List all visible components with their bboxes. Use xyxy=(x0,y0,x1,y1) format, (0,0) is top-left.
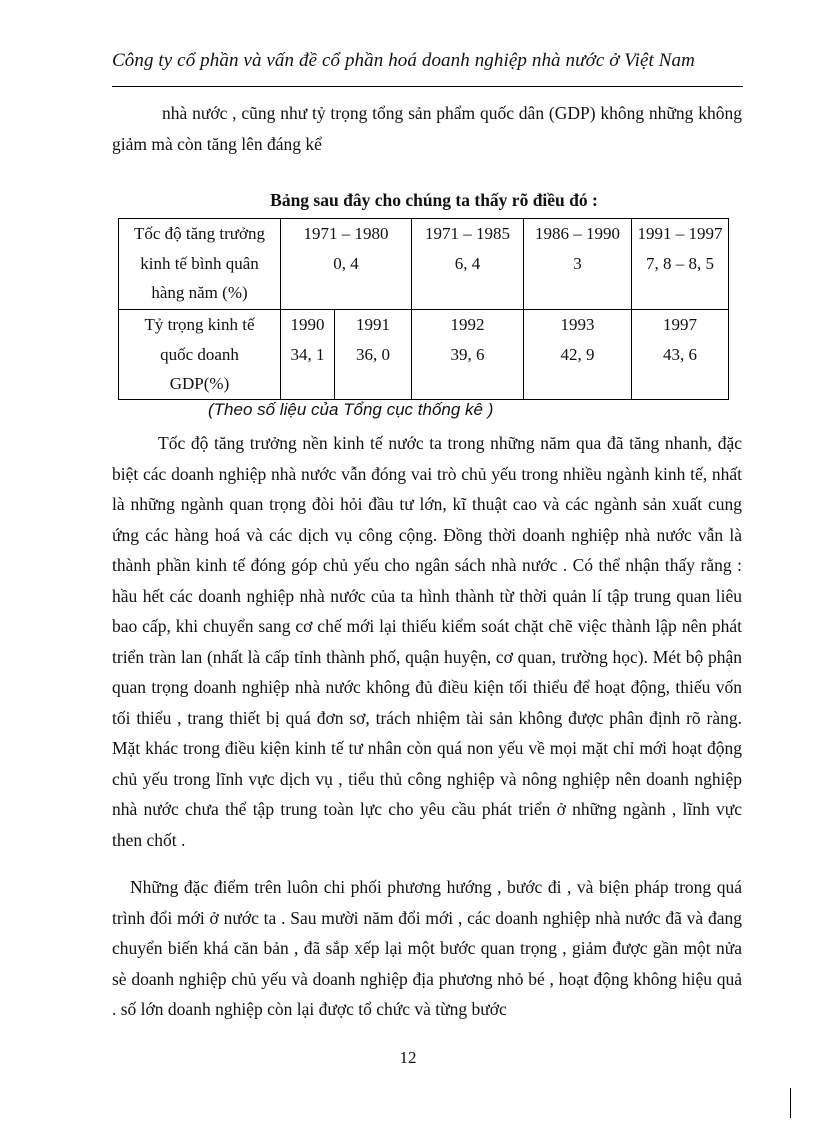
header-rule xyxy=(112,86,743,87)
period-label: 1971 – 1985 xyxy=(425,224,510,243)
growth-cell xyxy=(281,219,412,310)
gdp-share-cell xyxy=(524,310,632,400)
growth-cell xyxy=(524,219,632,310)
table-row xyxy=(119,219,729,310)
growth-value: 3 xyxy=(573,253,582,273)
running-header: Công ty cổ phần và vấn đề cổ phần hoá doanh nghiệp nhà nước ở Việt Nam xyxy=(112,50,695,71)
growth-cell xyxy=(632,219,729,310)
growth-value: 6, 4 xyxy=(454,253,481,273)
share-value: 42, 9 xyxy=(560,344,595,364)
label-line: GDP(%) xyxy=(169,374,230,393)
statistics-table xyxy=(118,218,729,400)
intro-paragraph: nhà nước , cũng như tỷ trọng tổng sản phẩm quốc dân (GDP) không những không giảm mà còn tăng lên đáng kể xyxy=(112,103,742,154)
growth-cell xyxy=(412,219,524,310)
year-label: 1990 xyxy=(290,315,325,334)
year-label: 1993 xyxy=(560,315,595,334)
period-label: 1991 – 1997 xyxy=(637,224,723,243)
period-label: 1971 – 1980 xyxy=(303,224,389,243)
label-line: quốc doanh xyxy=(160,344,239,364)
label-line: hàng năm (%) xyxy=(151,283,248,302)
growth-value: 0, 4 xyxy=(333,253,359,273)
gdp-share-cell xyxy=(335,310,412,400)
label-line: Tỷ trọng kinh tế xyxy=(144,315,255,334)
label-line: kinh tế bình quân xyxy=(140,253,259,273)
year-label: 1992 xyxy=(450,315,485,334)
margin-rule xyxy=(790,1088,791,1118)
gdp-share-cell xyxy=(412,310,524,400)
period-label: 1986 – 1990 xyxy=(535,224,620,243)
share-value: 34, 1 xyxy=(290,344,325,364)
row-label-gdp-share xyxy=(119,310,281,400)
share-value: 43, 6 xyxy=(663,344,697,364)
year-label: 1997 xyxy=(663,315,697,334)
gdp-share-cell xyxy=(281,310,335,400)
table-row xyxy=(119,310,729,400)
table-source-note: (Theo số liệu của Tổng cục thống kê ) xyxy=(208,400,494,419)
table-caption: Bảng sau đây cho chúng ta thấy rõ điều đó : xyxy=(270,190,598,210)
year-label: 1991 xyxy=(356,315,390,334)
body-paragraph: Tốc độ tăng trưởng nền kinh tế nước ta trong những năm qua đã tăng nhanh, đặc biệt các doanh nghiệp nhà nước vẫn đóng vai trò chủ yếu trong nhiều ngành kinh tế, nhất là những ngành quan trọng đòi hỏi đầu tư lớn, kĩ thuật cao và các ngành sản xuất cung ứng các hàng hoá và các dịch vụ công cộng. Đồng thời doanh nghiệp nhà nước vẫn là thành phần kinh tế đóng góp chủ yếu cho ngân sách nhà nước . Có thể nhận thấy rằng : hầu hết các doanh nghiệp nhà nước của ta hình thành từ thời quản lí tập trung quan liêu bao cấp, khi chuyển sang cơ chế mới lại thiếu kiểm soát chặt chẽ việc thành lập nên phát triển tràn lan (nhất là cấp tỉnh thành phố, quận huyện, cơ quan, trường học). Mét bộ phận quan trọng doanh nghiệp nhà nước không đủ điều kiện tối thiểu để hoạt động, thiếu vốn tối thiểu , trang thiết bị quá đơn sơ, trách nhiệm tài sản không được phân định rõ ràng. Mặt khác trong điều kiện kinh tế tư nhân còn quá non yếu về mọi mặt chỉ mới hoạt động chủ yếu trong lĩnh vực dịch vụ , tiểu thủ công nghiệp và nông nghiệp nên doanh nghiệp nhà nước chưa thể tập trung toàn lực cho yêu cầu phát triển ở những ngành , lĩnh vực then chốt . xyxy=(112,433,742,850)
share-value: 36, 0 xyxy=(356,344,390,364)
row-label-growth xyxy=(119,219,281,310)
gdp-share-cell xyxy=(632,310,729,400)
growth-value: 7, 8 – 8, 5 xyxy=(646,253,714,273)
share-value: 39, 6 xyxy=(450,344,485,364)
page-number: 12 xyxy=(399,1048,417,1067)
body-paragraph: Những đặc điểm trên luôn chi phối phương hướng , bước đi , và biện pháp trong quá trình đổi mới ở nước ta . Sau mười năm đổi mới , các doanh nghiệp nhà nước đã và đang chuyển biến khá căn bản , đã sắp xếp lại một bước quan trọng , giảm được gần một nửa sè doanh nghiệp chủ yếu và doanh nghiệp địa phương nhỏ bé , hoạt động không hiệu quả . số lớn doanh nghiệp còn lại được tổ chức và từng bước xyxy=(112,877,742,1019)
label-line: Tốc độ tăng trưởng xyxy=(133,224,266,243)
